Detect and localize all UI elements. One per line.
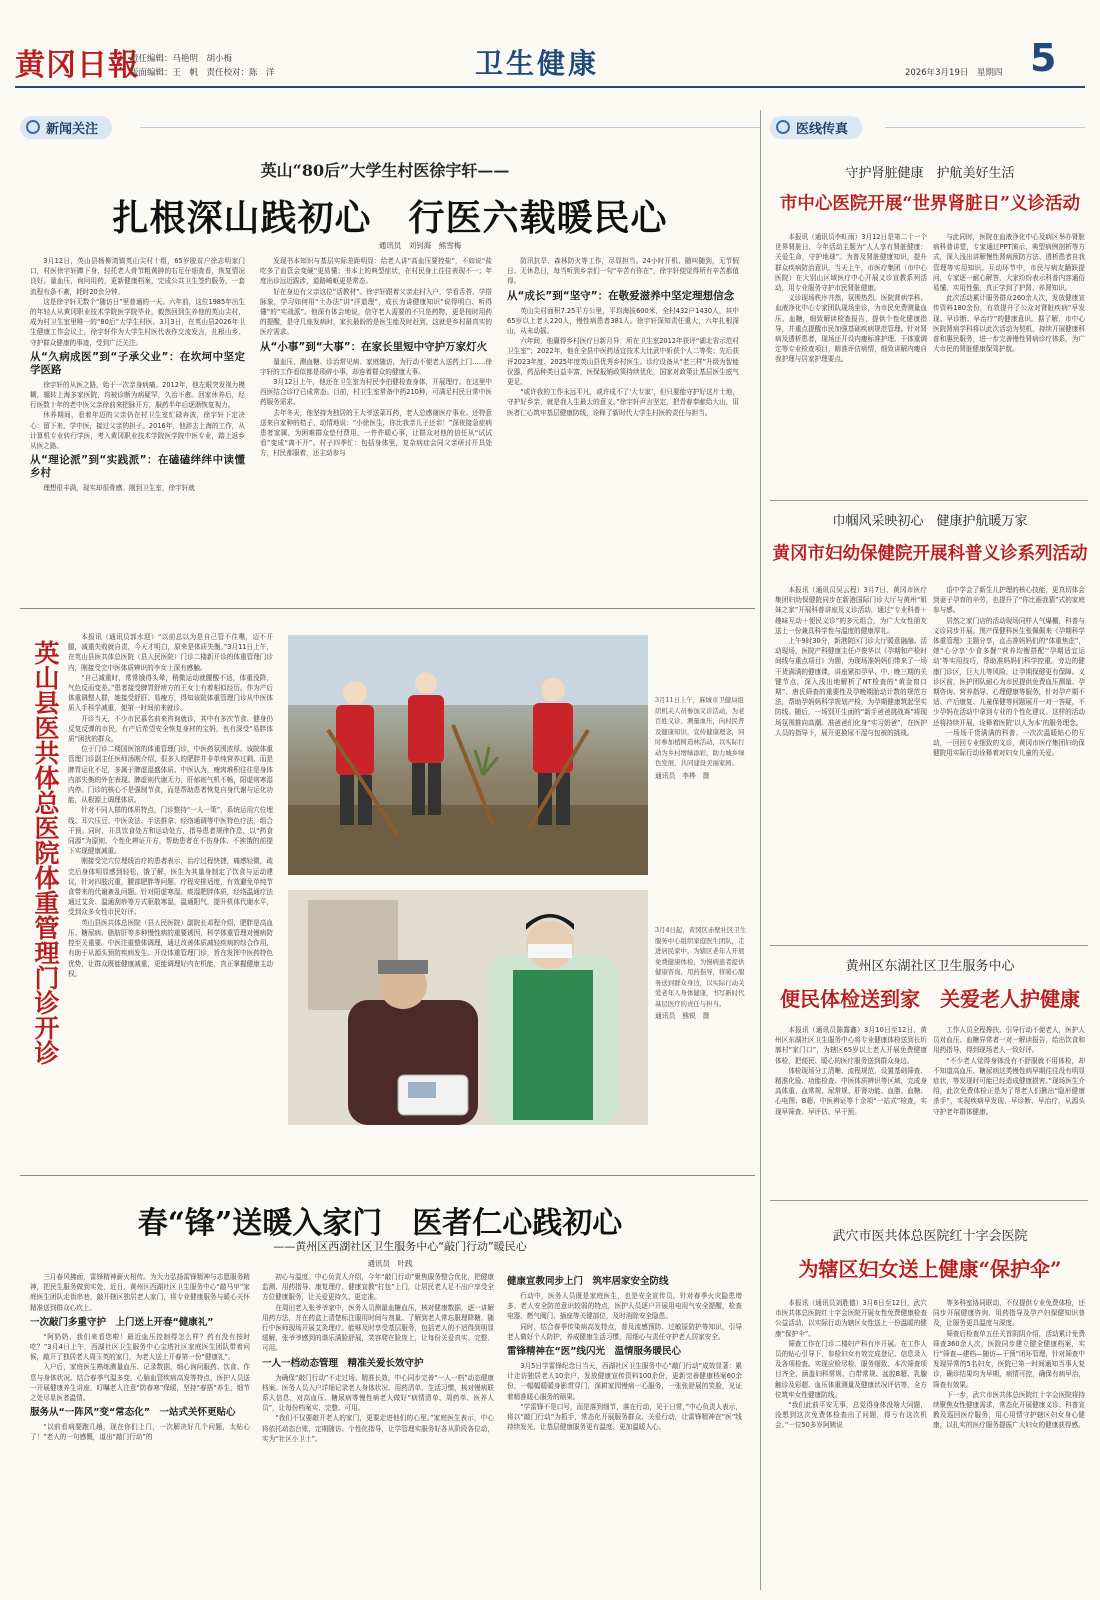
editor-credits-line2: 版面编辑：王 帆 责任校对：陈 洋 <box>130 68 275 78</box>
news-focus-tag <box>20 116 112 138</box>
wuxue-column-1: 本报讯（通讯员刘胜德）3月6日至12日，武穴市医共体总医院红十字会医院开展女性免费健康检查公益活动，以实际行动为辖区女性送上一份温暖的健康“保护伞”。 筛查工作在门诊二楼妇产科有序开展。在工作人员的贴心引导下，参检妇女有效完成登记、信息录入及各项检查。实现应检尽检、服务细致、本次筛查项目齐全，涵盖妇科常规、白带常规、盆腔B超、乳腺触诊及彩超、血压体重测量及健康状况评估等，全方位筑牢女性健康防线。 “我们此前平安无事，总觉得身体没啥大问题，没想到这次免费体检查出了问题，得亏有这次机会。”一位50多岁阿姨说 <box>775 1299 927 1430</box>
donghu-kicker: 黄州区东湖社区卫生服务中心 <box>845 959 1015 974</box>
newspaper-logo: 黄冈日報 <box>15 48 139 83</box>
section-title: 卫生健康 <box>475 47 600 80</box>
lead-column-2: 发现书本知识与基层实际差距明显：给老人讲“高血压要控盐”，不如说“盐吃多了血管会变硬”更易懂；书本上的典型症状，在村民身上往往表现不一；年度出诊远近跋涉，道路崎岖更是常态。 好在身边有父亲这位“活教材”。徐宇轩跟着父亲走村入户，学看舌苔、学搭脉象，学习如何用“土办法”讲“洋道理”，成长为讲健康知识“说得明白、听得懂”的“实战派”。他深有体会地说，信守老人需要的不只是药物，更是按时用药的提醒，是守几座发病时，家长最盼的是医生能及时赶到，这就是乡村最真实的医疗需求。 从“小事”到“大事”：在家长里短中守护万家灯火 量血压、测血糖、诊治常见病、家庭随访，为行动不便老人送药上门……徐宇轩的工作看似都是琐碎小事，却连着群众的健康大事。 3月12日上午，他还在卫生室为村民李伯健检查身体，开展理疗。在这里中西医结合诊疗已成常态。目前，村卫生室常备中药210种，可满足村民日常中医药服务需求。 去年冬天，他坚持为独居的王大爷送菜耳药，老人总感谢医疗事业。还特意送来自家种的桔子，动情地说：“小徐医生，你比我亲儿子还亲！”深夜接急症病患者家属，为困难群众垫付费用，一件件暖心事，让群众对他的信任从“试试看”变成“离不开”。村子四季忙：包括身体里，复杂病症会同父亲研讨开具处方，村民都服着，还主动参与 <box>260 257 492 458</box>
tree-planting-illustration <box>288 635 648 875</box>
photo2-caption-box <box>655 925 747 1125</box>
wuxue-kicker: 武穴市医共体总医院红十字会医院 <box>832 1229 1028 1244</box>
tree-planting-photo <box>288 635 648 875</box>
lead-column-3: 防汛抗旱、森林防火等工作，尽显担当。24小时开机、随叫随到，无节假日、无休息日，每当听到乡亲们一句“辛苦有你在”，徐宇轩便觉得所有辛苦都值得。 从“成长”到“坚守”：在敬爱滋养中坚定理想信念 英山尖村面积7.25平方公里，平均海拔600米，全村432户1430人，其中65岁以上老人220人，慢性病患者381人。徐宇轩深知责任重大，六年扎根深山，从未动摇。 六年间，他赢得乡村医疗日新月异：所在卫生室2012年获评“湖北省示范村卫生室”；2022年，他在全县中医药适宜技术大比武中斩获个人二等奖；先后获评2023年度、2025年度英山县优秀乡村医生。诊疗设备从“老三样”升级为智能仪器，药品种类日益丰富，医保报销政策持续优化，国家对政策让基层医生底气更足。 “或许我的工作永远平凡，或许成不了‘大专家’，但只要能守护好这片土地，守护好乡亲，就是我人生最大的意义。”徐宇轩声言坚定，把青春奉献给大山，用医者仁心筑牢基层健康防线，诠释了新时代大学生村医的责任与担当。 <box>507 257 739 417</box>
kidney-column-1: 本报讯（通讯员李虹雨）3月12日是第二十一个世界肾脏日，今年活动主题为“人人享有肾脏健康：关爱生命，守护地球”。为普及肾脏健康知识，提升群众疾病防治意识，当天上午，市医疗集团（市中心医院）在大别山区域医疗中心开展义诊宣教系列活动，用专业服务守护市民肾脏健康。 义诊现场秩序井然、氛围热烈。医院肾病学科、血液净化中心专家团队现场坐诊，为市民免费测量血压、血糖，细致解读检查报告，提供个性化健康指导，并重点提醒市民加强基础疾病规范管理。针对肾病及透析患者，现场还开设内瘘标准护理、干体重调定等专业检查项目，精准评估病情，细致讲解内瘘自我护理与居家护理要点。 <box>775 233 927 364</box>
home-checkup-illustration <box>288 890 648 1125</box>
news-focus-label: 新闻关注 <box>46 121 99 137</box>
spring-column-1: 三月春风拂面，雷锋精神薪火相传。为大力弘扬雷锋精神与志愿服务精神，把民生服务做到实处，近日，黄州区西湖社区卫生服务中心“敲马甲”家庭医生团队走街串巷，敲开辖区独居老人家门，将专业健康服务与暖心关怀精准送到群众心坎上。 一次敲门多重守护 上门送上开春“健康礼” “阿奶奶，我们来看您啦！最近血压控制得怎么样？药有没有按时吃？”3月4日上午，西湖社区卫生服务中心宝塔社区家庭医生团队带着问候，敲开了独居老人周玉英的家门，为老人送上开春第一份“健康礼”。 入户后，家庭医生熟练测量血压、记录数据，细心询问服药、饮食、作息与身体状况。结合春季气温多变，心脑血管疾病高发等特点，医护人员送一开展健康养生讲座，叮嘱老人注意“防春寒”保暖，坚持“春捂”养生，细节之处尽显医者温情。 服务从“一阵风”变“常态化” 一站式关怀更贴心 “以前看病要跑几趟，现在你们上门，一次解决好几个问题，太贴心了！”老人的一句感慨，道出“敲门行动”的 <box>30 1273 250 1442</box>
photo2-credit: 通讯员 熊锐 摄 <box>655 1012 710 1020</box>
home-checkup-photo <box>288 890 648 1125</box>
maternal-column-2: 语中学会了新生儿护理的核心技能，更真切体会到妻子孕育的辛劳，也提升了“你比画我猜”式的家庭参与感。 居然之家门店的活动现场同样人气爆棚，科普与义诊同步开展。围产保健科医生张佩佩来《孕期科学体重管理》主题分享，直击准妈妈们的“体重焦虑”，她“心分享‘少食多餐’‘营养均衡搭配’‘孕期适宜运动’等实用技巧，帮助准妈妈们科学控重。旁边的健康门诊区，巨大儿等风险，让孕期保健更有保障。义诊区前，医护团队耐心为市民提供免费血压测量、孕期咨询、营养指导、心理健康等服务，针对孕产期不适、产后康复、儿童保健等问题展开一对一答疑，不少孕妈在活动中拿到专业的个性化建议。这样的活动还将持续开展，诠释着医院‘以人为本’的服务理念。 一场场干货满满的科普、一次次温暖贴心的互动，一回回专业细致的义诊，黄冈市医疗集团妇幼保健院用实际行动诠释着对妇女儿童的关爱。 <box>933 586 1085 758</box>
donghu-column-2: 工作人员全程搀扶、引导行动不便老人，医护人员对血压、血糖异常者一对一解读报告，给出饮食和用药指导，得到现场老人一致好评。 “不少老人觉得身体没有不舒服就不用体检，却不知道高血压、糖尿病这类慢性病早期往往没有明显症状，等发现时可能已经造成健康损害。”现场医生介绍，此次免费体检正是为了帮老人们揪出“隐形健康杀手”，实现疾病早发现、早诊断、早治疗，从源头守护老年群体健康。 <box>933 1026 1085 1116</box>
frontline-tag <box>770 116 862 138</box>
lead-subhead-1: 从“久病成医”到“子承父业”：在坎坷中坚定学医路 <box>30 350 245 376</box>
kidney-headline: 市中心医院开展“世界肾脏日”义诊活动 <box>779 194 1081 214</box>
spring-column-2: 初心与温度。中心负责人介绍，今年“敲门行动”聚焦服务整合优化，把健康监测、用药指导、康复理疗、健康宣教“打包”上门，让居民老人足不出户享受全方位健康服务，让关爱更持久、更定准。 在周田老人张爷爷家中，医务人员测量血糖血压，核对健康数据，逐一讲解用药方法，并在药盒上清楚标注服用时间与剂量。了解到老人常忘服理降糖，随行中医师现场开展艾灸理疗。能够及时享受基层服务，包括老人的不适得到明显缓解，张爷爷感到的谐乐满脸舒展，笑容爬在脸庞上，让每份关爱真实、完整、可用。 一人一档动态管理 精准关爱长效守护 为确保“敲门行动”不走过场、精准长效，中心同步完善“一人一档”动态健康档案。医务人员入户详细记录老人身体状况、用药清单、生活习惯，核对慢病联系人信息，对高血压、糖尿病等慢性病老人做好“病情清单、周药单、医养人员”，让每份档案实、完整、可用。 “我们不仅要敲开老人的家门，更要走进他们的心里。”家庭医生表示，中心将依托动态台账，定期随访、个性化指导，让学管理实服务好各从阶段各位动，实为“社区小卫士”。 <box>262 1273 494 1443</box>
spring-column-3: 健康宣教同步上门 筑牢居家安全防线 行动中，医务人员既是家庭医生，也是安全宣传员。针对春季火灾隐患增多、老人安全防范意识较弱的特点，医护人员逐户开展用电用气安全提醒，检查电器、燃气阀门、插座等关键部位，及时消除安全隐患。 同时，结合春季传染病高发特点，普及流感预防、过敏原防护等知识，引导老人做好个人防护，养成健康生活习惯，用细心与责任守护老人居家安全。 雷锋精神在“医”线闪光 温情服务暖民心 3月5日学雷锋纪念日当天，西湖社区卫生服务中心“敲门行动”成效显著：累计走访独居老人10余户，发放健康宣传资料100余份，更新完善健康档案60余份，一幅幅暖暖身影贯穿门，深耕家园慢病一心服务，一张张舒展的笑脸，见证着精准暖心服务的硕果。 “学雷锋不是口号，而是落到细节，落在行动，见于日常，”中心负责人表示，将以“敲门行动”为抓手，常态化开展服务群众、关爱行动，让雷锋精神在“医”线持续发光，让基层健康服务更有温度、更加温暖人心。 <box>507 1276 742 1432</box>
spring-headline: 春“锋”送暖入家门 医者仁心践初心 <box>137 1206 623 1241</box>
lead-kicker: 英山“80后”大学生村医徐宇轩—— <box>260 161 510 180</box>
spring-subhead-1: 一次敲门多重守护 上门送上开春“健康礼” <box>30 1316 214 1328</box>
weight-clinic-body: 本报讯（通讯员郭水迎）“以前总以为是自己管不住嘴，迈不开腿，减重失败就自责，今天才明白，原来是体质失衡。”3月11日上午，在英山县医共体总医院（县人民医院）门诊二楼新开诊的体重管理门诊内，刚接受完中医体质辨识的李女士深有感触。 “自己减重时，常常饿得头晕，稍微运动就腰酸不适，体重没降，气色反而变差。”患者接受脾胃舒痞方的王女士有着相似经历。作为产后体重调整人群，她接受舒肝、易瘦方，得知该院体重管理门诊从中医体质入手科学减重，便第一时间前来就诊。 开诊当天，不少市民慕名前来咨询就诊，其中有多次节食、健身仍反复反弹的市民，有产后希望安全恢复身材的宝妈，也有深受“易胖体质”困扰的群众。 位于门诊二楼国医馆的体重管理门诊，中医药氛围浓厚。该院体重管理门诊副主任医师汤刚介绍，很多人的肥胖并非单纯营养过剩，而是脾胃运化不足，多属于脾虚湿盛体质。中医认为，瘦肉堆积往往是身体内部失衡的外在表现。脾虚则代谢无力，肝郁则气机不畅，阳虚则寒湿内停。门诊的核心不是强制节食，而是帮助患者恢复自身代谢与运化功能，从根源上调理体质。 针对不同人群的体质特点，门诊整持“一人一策”，系统运用穴位埋线、耳穴压豆、中医灸法、手法推拿、经络通调等中医特色疗法，组合干预。同时，开具饮食处方和运动处方，指导患者规律作息，以“药食同源”为原则，个性化辨证开方，帮助患者在不伤身体、不挨饿的前提下实现健康减重。 刚接受完穴位埋线治疗的患者表示，治疗过程快捷，痛感轻微，疏完后身体明显感到轻松，饿了解，医生为其量身制定了饮食与运动建议，针对四肢沉重，腰部肥胖等问题，疗程安排适度，有效避免单纯节食带来的代谢紊乱问题。针对阳虚寒湿、痰湿肥胖体质，经络温通疗法通过艾灸、温通刮痧等方式驱散寒湿，温通阳气，提升机体代谢水平，受到众多女性市民好评。 英山县医共体总医院（县人民医院）副院长邓程介绍，肥胖是高血压、糖尿病、脂肪肝等多种慢性病的重要诱因，科学体重管理对慢病防控至关重要。中医注重整体调理，通过改善体质减轻疾病的综合作用，有助于从源头预防疾病发生。开设体重管理门诊，旨在发挥中医药特色优势，让群众既能健康减重，更能调理好内在机能，真正掌握健康主动权。 <box>68 633 273 978</box>
lead-subhead-2: 从“理论派”到“实践派”：在磕磕绊绊中读懂乡村 <box>30 454 245 480</box>
editor-credits-line1: 责任编辑：马艳明 胡小梅 <box>130 54 233 64</box>
issue-date: 2026年3月19日 星期四 <box>905 68 1003 78</box>
maternal-column-1: 本报讯（通讯员吴云程）3月7日，黄冈市医疗集团妇幼保健院同步在新港国际门诊大厅与黄州“姐妹之家”开展科普讲座及义诊活动，通过“专业科普＋趣味互动＋便民义诊”的多元组合，为广大女性朋友送上一份兼具科学性与温度的健康厚礼。 上午9时30分，新港院区门诊大厅暖意融融。活动现场，医院产科健康主任卢俊华以《孕期和产检时间线与重点项目》为题，为现场准妈妈们带来了一场干货满满的健康课，讲座紧扣孕早、中、晚三期的关键节点，深入浅出地解析了NT检查的“黄金窗口期”、唐氏筛查的重要性及孕晚期胎动计数的规范方法，帮助孕妈妈科学规划产检，为孕期健康筑起坚实防线。随后，一场别开生面的“新手爸爸挑战赛”将现场氛围推向高潮。准爸爸们化身“实习奶爸”，在医护人员的指导下，展开更换尿不湿与包被的挑战。 <box>775 586 927 737</box>
donghu-column-1: 本报讯（通讯员陈露鑫）3月10日至12日，黄州区东湖社区卫生服务中心将专业健康体检送到长圻廓村“家门口”，为辖区65岁以上老人开展免费健康体检，把便民、暖心的医疗服务送到群众身边。 体检现场分工清晰、流程规范，设置基础筛查、精准化验、功能检查、中医体质辨识等区域，完成身高体重、血常规、尿常规、肝肾功能、血脂、血糖、心电图、B超、中医辨证等十余项“一站式”检查，实现早筛查、早评估、早干预。 <box>775 1026 927 1116</box>
lead-headline: 扎根深山践初心 行医六载暖民心 <box>112 197 668 239</box>
lead-column-1: 3月12日，英山县杨柳湾镇英山尖村十组，65岁脱贫户徐志明家门口，村医徐宇轩蹲下身，轻托老人骨节粗黄肿的右足仔细查看，恢复情况良好。量血压，询问用药，更新健康档案，完成公共卫生签约服务，一套流程有条不紊，耗时20余分钟。 这是徐宇轩无数个“随访日”里普通的一天。六年前，这位1985年出生的年轻人从黄冈职业技术学院医学院毕业，毅然回到生养他的英山尖村，成为村卫生室里唯一的“80后”大学生村医。3月3日，在英山县2026年卫生健康工作会议上，徐宇轩作为大学生村医代表作交流发言，扎根山乡、守护群众健康的事迹，受到广泛关注。 从“久病成医”到“子承父业”：在坎坷中坚定学医路 徐宇轩的从医之路，始于一次亲身病痛。2012年，他左眼突发视力模糊，辗转上海多家医院，均被诊断为病疑罕，久治不愈。回家休养后，经行医数十年的老中医父亲徐前来把脉开方，服药半年后逐渐恢复视力。 休养期间，看着年迈的父亲仍在村卫生室忙碌奔波，徐宇轩下定决心：留下来，学中医，接过父亲的担子。2016年，他辞去上海的工作，从计算机专业转行学医，考入黄冈职业技术学院医学院中医专业，踏上返乡从医之路。 从“理论派”到“实践派”：在磕磕绊绊中读懂乡村 理想很丰满，现实却很骨感。刚到卫生室，徐宇轩就 <box>30 257 245 493</box>
lead-byline: 通讯员 刘钊海 熊雪梅 <box>378 241 462 250</box>
magnifier-icon <box>26 120 40 134</box>
masthead-rule <box>15 86 1085 88</box>
spring-byline: 通讯员 叶践 <box>367 1259 413 1268</box>
wuxue-headline: 为辖区妇女送上健康“保护伞” <box>798 1257 1062 1281</box>
lead-subhead-3: 从“小事”到“大事”：在家长里短中守护万家灯火 <box>260 340 488 353</box>
lead-subhead-4: 从“成长”到“坚守”：在敬爱滋养中坚定理想信念 <box>507 289 735 302</box>
editor-credits <box>130 52 275 80</box>
spring-subhead-2: 服务从“一阵风”变“常态化” 一站式关怀更贴心 <box>30 1407 236 1419</box>
photo1-credit: 通讯员 李桦 摄 <box>655 771 710 780</box>
maternal-kicker: 巾帼风采映初心 健康护航暖万家 <box>832 514 1028 529</box>
donghu-headline: 便民体检送到家 关爱老人护健康 <box>780 987 1080 1011</box>
weight-clinic-headline: 英山县医共体总医院体重管理门诊开诊 <box>31 640 60 1065</box>
spring-subhead-5: 雷锋精神在“医”线闪光 温情服务暖民心 <box>507 1346 681 1358</box>
photo2-caption: 3月4日起，黄冈区赤壁社区卫生服务中心组织家庭医生团队，走进居民家中，为辖区老年人开展免费健康体检，为慢病患者提供健康咨询、用药指导，将暖心服务送到群众身边，以实际行动关爱老年人身体健康，书写新时代基层医疗的责任与担当。 <box>655 926 747 1008</box>
spring-subhead-4: 健康宣教同步上门 筑牢居家安全防线 <box>507 1276 669 1287</box>
wuxue-column-2: 等多科室协同联动，不仅提供专业免费体检，还同步开展健康咨询、用药指导及孕产妇保健知识普及，让服务更具温度与深度。 筛查后检查单五任关首阴阴介绍，活动累计免费筛查360余人次，医院同步建立健全健康档案，实行“筛查—建档—随访—干预”闭环管理，针对筛查中发现异常的5名妇女，医院已第一时间通知当事人复诊，确诊结果均为早期，病情可控，确保有病早治，筛查有效果。 下一步，武穴市医共体总医院红十字会医院将持续聚焦女性健康需求，常态化开展健康义诊、科普宣教及巡回医疗服务，用心用情守护辖区妇女身心健康，以扎实的医疗服务提振广大妇女的健康获得感。 <box>933 1299 1085 1430</box>
page-number: 5 <box>1030 36 1057 80</box>
spring-subhead-3: 一人一档动态管理 精准关爱长效守护 <box>262 1357 424 1369</box>
spring-subhead: ——黄州区西湖社区卫生服务中心“敲门行动”暖民心 <box>273 1240 527 1253</box>
frontline-label: 医线传真 <box>796 121 849 137</box>
pen-icon <box>776 120 790 134</box>
photo1-caption-box <box>655 695 747 870</box>
maternal-headline: 黄冈市妇幼保健院开展科普义诊系列活动 <box>772 544 1088 564</box>
photo1-caption: 3月11日上午，麻城市卫健局组织机关人员参加义诊活动，为老百姓义诊、测量血压，向村民普及健康知识，宣传健康理念，同时参加植树造林活动，以实际行动为乡村增绿添彩，助力城乡绿色发展，共同建设美丽家园。 <box>655 696 745 767</box>
masthead <box>0 0 1100 85</box>
kidney-kicker: 守护肾脏健康 护航美好生活 <box>845 166 1015 181</box>
kidney-column-2: 与此同时，医院在血液净化中心及病区举办肾脏病科普讲堂，专家通过PPT演示、典型病例剖析等方式，深入浅出讲解慢性肾病预防方法、透析患者自我管理等实用知识。互动环节中，市民与病友踊跃提问，专家逐一耐心解答，大家纷纷表示科普内容通俗易懂、实用性强，真正学到了护肾、养肾知识。 此次活动累计服务群众260余人次，发放健康宣传资料180余份，有效提升了公众对肾脏疾病“早发现、早诊断、早治疗”的健康意识。据了解，市中心医院肾病学科将以此次活动为契机，持续开展健康科普和惠民服务，进一步完善慢性肾病诊疗体系，为广大市民的肾脏健康保驾护航。 <box>933 233 1085 354</box>
